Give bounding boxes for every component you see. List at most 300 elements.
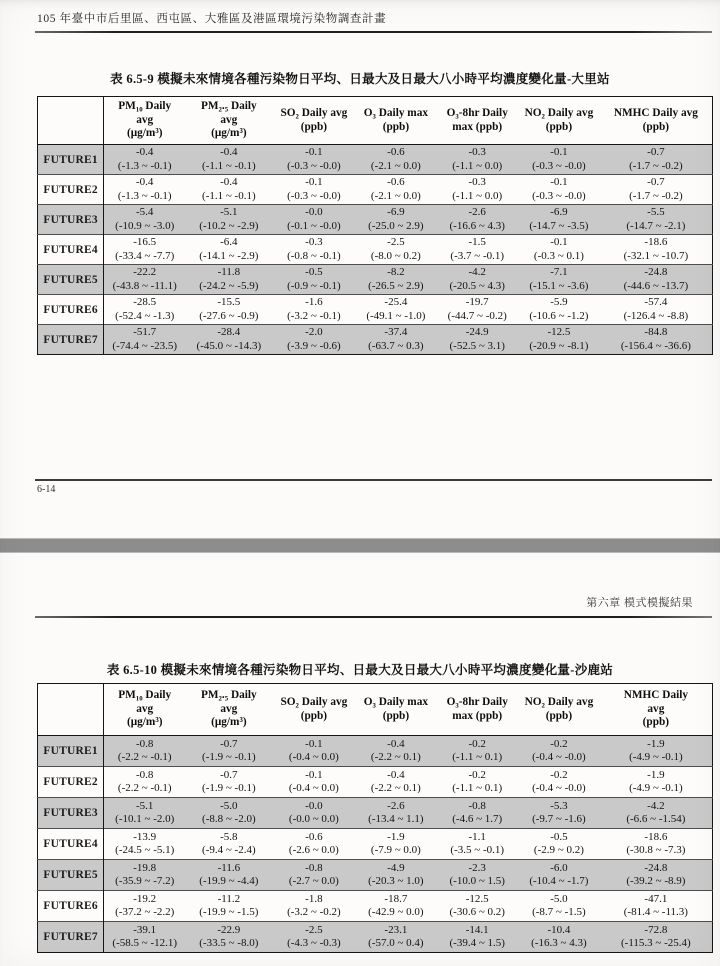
data-cell [600, 325, 713, 355]
cell-line: -11.6 [217, 861, 241, 874]
cell-line: (-8.0 ~ 0.2) [370, 249, 421, 262]
cell-line: -1.1 [468, 830, 486, 843]
cell-line: (-8.7 ~ -1.5) [532, 906, 586, 918]
data-cell [518, 829, 600, 860]
cell-line: -5.0 [220, 799, 238, 812]
data-cell [355, 736, 436, 767]
cell-line: -5.4 [136, 206, 154, 219]
cell-line: (-44.6 ~ -13.7) [623, 279, 689, 292]
cell-line: (-2.2 ~ 0.1) [370, 751, 421, 763]
cell-line: -0.4 [136, 146, 154, 159]
cell-line: (-3.9 ~ -0.6) [287, 339, 341, 352]
data-cell [272, 798, 355, 829]
cell-line: -22.2 [133, 266, 157, 279]
data-cell [185, 860, 272, 891]
cell-line: -0.7 [220, 737, 238, 750]
data-cell [518, 205, 600, 235]
cell-line: -5.3 [550, 799, 568, 812]
cell-line: -0.1 [305, 146, 323, 159]
table-row [38, 295, 713, 325]
cell-line: (-44.7 ~ -0.2) [447, 309, 507, 322]
cell-line: (-0.3 ~ -0.0) [287, 159, 341, 172]
cell-line: (-1.1 ~ 0.0) [452, 189, 503, 202]
data-cell [272, 235, 355, 265]
column-header [600, 684, 713, 736]
data-cell [272, 205, 355, 235]
data-cell [436, 265, 518, 295]
cell-line: (-0.9 ~ -0.1) [287, 279, 341, 292]
data-cell [436, 175, 518, 205]
cell-line: -0.2 [468, 737, 486, 750]
cell-line: (-0.0 ~ 0.0) [288, 813, 339, 825]
cell-line: SO₂ Daily avg [280, 107, 348, 119]
cell-line: -4.2 [647, 799, 665, 812]
cell-line: -0.1 [305, 176, 323, 189]
data-cell [355, 145, 436, 175]
data-cell [185, 265, 272, 295]
data-cell [185, 891, 272, 922]
cell-line: NO₂ Daily avg [524, 107, 594, 119]
data-cell [355, 922, 436, 953]
table-row [38, 922, 713, 953]
cell-line: -39.1 [133, 923, 157, 936]
data-cell [104, 265, 186, 295]
cell-line: -1.9 [387, 830, 405, 843]
cell-line: -0.1 [305, 737, 323, 750]
page-number: 6-14 [37, 484, 56, 495]
cell-line: (-0.4 ~ 0.0) [288, 782, 339, 794]
data-cell [272, 891, 355, 922]
cell-line: (-16.6 ~ 4.3) [449, 219, 505, 232]
data-cell [355, 325, 436, 355]
cell-line: (-14.1 ~ -2.9) [199, 249, 259, 262]
data-cell [272, 736, 355, 767]
cell-line: avg [136, 113, 154, 126]
cell-line: (-63.7 ~ 0.3) [368, 339, 424, 352]
cell-line: -7.1 [550, 266, 568, 279]
cell-line: -0.7 [647, 176, 665, 189]
cell-line: (-30.6 ~ 0.2) [449, 906, 505, 918]
cell-line: (-2.2 ~ 0.1) [370, 782, 421, 794]
table-row [38, 829, 713, 860]
cell-line: (-58.5 ~ -12.1) [112, 937, 178, 949]
data-cell [600, 767, 713, 798]
data-cell [272, 265, 355, 295]
footer-rule [35, 479, 712, 481]
cell-line: (-74.4 ~ -23.5) [112, 339, 178, 352]
data-cell [355, 175, 436, 205]
data-cell [436, 295, 518, 325]
data-cell [355, 767, 436, 798]
cell-line: (-35.9 ~ -7.2) [115, 875, 175, 887]
cell-line: -6.4 [220, 236, 238, 249]
data-cell [600, 829, 713, 860]
cell-line: avg [220, 113, 238, 126]
header-rule-page2 [35, 616, 712, 618]
cell-line: (-1.1 ~ -0.1) [202, 189, 256, 202]
row-label: FUTURE3 [38, 798, 104, 829]
data-cell [355, 265, 436, 295]
chapter-header: 第六章 模式模擬結果 [586, 597, 693, 609]
cell-line: (-0.4 ~ -0.0) [532, 782, 586, 794]
data-cell [436, 922, 518, 953]
cell-line: -0.0 [305, 206, 323, 219]
cell-line: -0.6 [387, 176, 405, 189]
table-row [38, 145, 713, 175]
cell-line: (-10.4 ~ -1.7) [529, 875, 589, 887]
data-cell [600, 295, 713, 325]
cell-line: (-57.0 ~ 0.4) [368, 937, 424, 949]
column-header [518, 684, 600, 736]
cell-line: (-1.9 ~ -0.1) [202, 751, 256, 763]
cell-line: avg [136, 702, 154, 715]
data-cell [518, 235, 600, 265]
column-header [104, 97, 186, 145]
corner-cell [38, 684, 104, 736]
cell-line: (-156.4 ~ -36.6) [620, 339, 691, 352]
cell-line: -28.5 [133, 296, 157, 309]
column-header [355, 97, 436, 145]
cell-line: max (ppb) [452, 120, 503, 133]
cell-line: -0.4 [220, 176, 238, 189]
data-cell [272, 829, 355, 860]
data-cell [185, 798, 272, 829]
cell-line: -5.1 [136, 799, 154, 812]
data-cell [272, 325, 355, 355]
cell-line: (-4.9 ~ -0.1) [629, 782, 683, 794]
cell-line: -2.0 [305, 326, 323, 339]
data-cell [355, 860, 436, 891]
cell-line: (-3.7 ~ -0.1) [450, 249, 505, 262]
cell-line: -25.4 [384, 296, 408, 309]
cell-line: -0.8 [136, 768, 154, 781]
cell-line: -19.8 [133, 861, 157, 874]
cell-line: -0.2 [550, 737, 568, 750]
data-cell [185, 325, 272, 355]
cell-line: -0.1 [550, 176, 568, 189]
cell-line: -18.7 [384, 892, 408, 905]
header-row [38, 684, 713, 736]
header-row [38, 97, 713, 145]
cell-line: -0.4 [387, 768, 405, 781]
cell-line: (-13.4 ~ 1.1) [368, 813, 424, 825]
table-6510 [37, 683, 713, 953]
data-cell [355, 295, 436, 325]
table-row [38, 205, 713, 235]
cell-line: (-1.9 ~ -0.1) [202, 782, 256, 794]
cell-line: (-2.2 ~ -0.1) [117, 782, 172, 794]
data-cell [104, 145, 186, 175]
cell-line: -5.8 [220, 830, 238, 843]
header-rule [35, 31, 712, 33]
table-row [38, 798, 713, 829]
cell-line: -0.8 [305, 861, 323, 874]
data-cell [104, 829, 186, 860]
row-label: FUTURE3 [38, 205, 104, 235]
cell-line: PM₁₀ Daily [118, 100, 172, 113]
cell-line: -0.1 [305, 768, 323, 781]
cell-line: -28.4 [217, 326, 241, 339]
cell-line: (-2.9 ~ 0.2) [533, 844, 584, 856]
cell-line: -2.3 [468, 861, 486, 874]
data-cell [518, 325, 600, 355]
cell-line: (-2.1 ~ 0.0) [370, 159, 421, 172]
cell-line: (μg/m³) [126, 127, 163, 140]
table-659-title: 表 6.5-9 模擬未來情境各種污染物日平均、日最大及日最大八小時平均濃度變化量-大里站 [110, 72, 610, 86]
cell-line: avg [220, 702, 238, 715]
cell-line: -8.2 [387, 266, 405, 279]
data-cell [518, 265, 600, 295]
cell-line: -1.6 [305, 296, 323, 309]
cell-line: (-14.7 ~ -2.1) [626, 219, 686, 232]
data-cell [104, 798, 186, 829]
cell-line: (-0.3 ~ 0.1) [533, 249, 584, 262]
cell-line: -37.4 [384, 326, 408, 339]
data-cell [600, 922, 713, 953]
data-cell [185, 295, 272, 325]
data-cell [436, 736, 518, 767]
cell-line: (-10.1 ~ -2.0) [115, 813, 175, 825]
cell-line: -0.2 [550, 768, 568, 781]
cell-line: (ppb) [382, 709, 410, 722]
data-cell [436, 829, 518, 860]
cell-line: -0.1 [550, 236, 568, 249]
row-label: FUTURE5 [38, 860, 104, 891]
cell-line: -2.6 [468, 206, 486, 219]
cell-line: -0.1 [550, 146, 568, 159]
cell-line: -6.9 [550, 206, 568, 219]
cell-line: (-4.3 ~ -0.3) [287, 937, 341, 949]
cell-line: (-1.1 ~ -0.1) [202, 159, 256, 172]
cell-line: -0.4 [387, 737, 405, 750]
cell-line: (μg/m³) [126, 716, 163, 729]
cell-line: (-8.8 ~ -2.0) [202, 813, 256, 825]
cell-line: (μg/m³) [211, 716, 247, 729]
data-cell [518, 891, 600, 922]
cell-line: -0.0 [305, 799, 323, 812]
cell-line: (-15.1 ~ -3.6) [529, 279, 589, 292]
cell-line: (ppb) [642, 716, 670, 729]
cell-line: (-115.3 ~ -25.4) [621, 937, 691, 949]
cell-line: (-10.9 ~ -3.0) [115, 219, 175, 232]
cell-line: (ppb) [300, 709, 328, 722]
column-header [272, 684, 355, 736]
cell-line: -6.0 [550, 861, 568, 874]
data-cell [436, 325, 518, 355]
cell-line: -11.2 [217, 892, 241, 905]
cell-line: (-9.4 ~ -2.4) [202, 844, 256, 856]
cell-line: (-4.9 ~ -0.1) [629, 751, 683, 763]
cell-line: (-6.6 ~ -1.54) [626, 813, 686, 825]
cell-line: (-27.6 ~ -0.9) [199, 309, 259, 322]
row-label: FUTURE6 [38, 891, 104, 922]
cell-line: -1.9 [647, 768, 665, 781]
data-cell [600, 175, 713, 205]
cell-line: -1.8 [305, 892, 323, 905]
cell-line: (ppb) [300, 120, 328, 133]
data-cell [272, 767, 355, 798]
data-cell [518, 736, 600, 767]
data-cell [600, 860, 713, 891]
cell-line: (-0.1 ~ -0.0) [287, 219, 341, 232]
cell-line: -23.1 [384, 923, 408, 936]
cell-line: -2.5 [305, 923, 323, 936]
row-label: FUTURE2 [38, 767, 104, 798]
cell-line: (-0.3 ~ -0.0) [532, 159, 586, 172]
data-cell [185, 829, 272, 860]
cell-line: -0.2 [468, 768, 486, 781]
cell-line: -13.9 [133, 830, 157, 843]
cell-line: (-0.4 ~ 0.0) [288, 751, 339, 763]
cell-line: -0.3 [305, 236, 323, 249]
cell-line: -0.3 [468, 146, 486, 159]
cell-line: (-33.4 ~ -7.7) [115, 249, 175, 262]
cell-line: O₃ Daily max [363, 107, 429, 119]
column-header [104, 684, 186, 736]
cell-line: PM₂.₅ Daily [200, 100, 257, 113]
table-6510-title: 表 6.5-10 模擬未來情境各種污染物日平均、日最大及日最大八小時平均濃度變化量-沙鹿站 [106, 663, 614, 677]
cell-line: -5.1 [220, 206, 238, 219]
cell-line: (-7.9 ~ 0.0) [370, 844, 421, 856]
cell-line: (-14.7 ~ -3.5) [529, 219, 589, 232]
cell-line: (ppb) [382, 120, 410, 133]
column-header [185, 97, 272, 145]
cell-line: -1.9 [647, 737, 665, 750]
cell-line: (-0.3 ~ -0.0) [532, 189, 586, 202]
cell-line: (-19.9 ~ -1.5) [199, 906, 259, 918]
data-cell [185, 767, 272, 798]
cell-line: -16.5 [133, 236, 157, 249]
row-label: FUTURE5 [38, 265, 104, 295]
cell-line: (-1.3 ~ -0.1) [117, 159, 172, 172]
cell-line: (-16.3 ~ 4.3) [531, 937, 587, 949]
cell-line: -6.9 [387, 206, 405, 219]
cell-line: (-20.3 ~ 1.0) [368, 875, 424, 887]
cell-line: (-24.2 ~ -5.9) [199, 279, 259, 292]
cell-line: (-42.9 ~ 0.0) [368, 906, 424, 918]
cell-line: O₃-8hr Daily [446, 107, 508, 119]
cell-line: -19.2 [133, 892, 157, 905]
cell-line: -19.7 [465, 296, 489, 309]
data-cell [436, 767, 518, 798]
cell-line: (-10.0 ~ 1.5) [449, 875, 505, 887]
cell-line: (-81.4 ~ -11.3) [623, 906, 688, 918]
cell-line: -12.5 [547, 326, 571, 339]
cell-line: -14.1 [465, 923, 489, 936]
cell-line: (-52.4 ~ -1.3) [115, 309, 175, 322]
cell-line: (-10.2 ~ -2.9) [199, 219, 259, 232]
column-header [436, 97, 518, 145]
column-header [518, 97, 600, 145]
cell-line: (μg/m³) [211, 127, 247, 140]
cell-line: (-9.7 ~ -1.6) [532, 813, 586, 825]
cell-line: -57.4 [644, 296, 668, 309]
cell-line: (-1.3 ~ -0.1) [117, 189, 172, 202]
data-cell [436, 205, 518, 235]
cell-line: (-4.6 ~ 1.7) [452, 813, 503, 825]
cell-line: (-20.5 ~ 4.3) [449, 279, 505, 292]
data-cell [185, 175, 272, 205]
cell-line: NO₂ Daily avg [524, 696, 594, 708]
cell-line: (-2.1 ~ 0.0) [370, 189, 421, 202]
cell-line: SO₂ Daily avg [280, 696, 348, 708]
table-659-container [37, 96, 713, 355]
column-header [272, 97, 355, 145]
column-header [436, 684, 518, 736]
cell-line: -11.8 [217, 266, 241, 279]
data-cell [104, 891, 186, 922]
cell-line: -0.7 [220, 768, 238, 781]
data-cell [104, 325, 186, 355]
cell-line: -24.8 [644, 861, 668, 874]
table-6510-container [37, 683, 713, 953]
data-cell [185, 235, 272, 265]
cell-line: -2.5 [387, 236, 405, 249]
cell-line: (ppb) [545, 709, 573, 722]
cell-line: -24.9 [465, 326, 489, 339]
data-cell [600, 235, 713, 265]
column-header [355, 684, 436, 736]
cell-line: -0.7 [647, 146, 665, 159]
cell-line: -84.8 [644, 326, 668, 339]
cell-line: -72.8 [644, 923, 668, 936]
data-cell [355, 829, 436, 860]
cell-line: (-1.1 ~ 0.1) [452, 782, 503, 794]
data-cell [104, 860, 186, 891]
row-label: FUTURE4 [38, 235, 104, 265]
data-cell [436, 235, 518, 265]
cell-line: -10.4 [547, 923, 571, 936]
cell-line: -1.5 [468, 236, 486, 249]
data-cell [272, 922, 355, 953]
cell-line: (-19.9 ~ -4.4) [199, 875, 259, 887]
data-cell [272, 175, 355, 205]
cell-line: -12.5 [465, 892, 489, 905]
data-cell [518, 767, 600, 798]
cell-line: (-20.9 ~ -8.1) [529, 339, 589, 352]
data-cell [518, 295, 600, 325]
data-cell [355, 891, 436, 922]
row-label: FUTURE4 [38, 829, 104, 860]
data-cell [600, 891, 713, 922]
cell-line: -0.4 [136, 176, 154, 189]
cell-line: (-3.5 ~ -0.1) [450, 844, 505, 856]
cell-line: (-25.0 ~ 2.9) [368, 219, 424, 232]
data-cell [600, 736, 713, 767]
cell-line: -4.2 [468, 266, 486, 279]
data-cell [600, 145, 713, 175]
cell-line: max (ppb) [452, 709, 503, 722]
data-cell [185, 736, 272, 767]
cell-line: -0.4 [220, 146, 238, 159]
cell-line: -0.5 [550, 830, 568, 843]
data-cell [104, 175, 186, 205]
data-cell [104, 235, 186, 265]
data-cell [104, 295, 186, 325]
row-label: FUTURE2 [38, 175, 104, 205]
table-row [38, 175, 713, 205]
data-cell [600, 205, 713, 235]
data-cell [104, 736, 186, 767]
data-cell [600, 265, 713, 295]
data-cell [518, 798, 600, 829]
cell-line: (-24.5 ~ -5.1) [115, 844, 175, 856]
table-659 [37, 96, 713, 355]
cell-line: -18.6 [644, 236, 668, 249]
cell-line: (-26.5 ~ 2.9) [368, 279, 424, 292]
cell-line: (-126.4 ~ -8.8) [623, 309, 689, 322]
cell-line: -0.8 [468, 799, 486, 812]
